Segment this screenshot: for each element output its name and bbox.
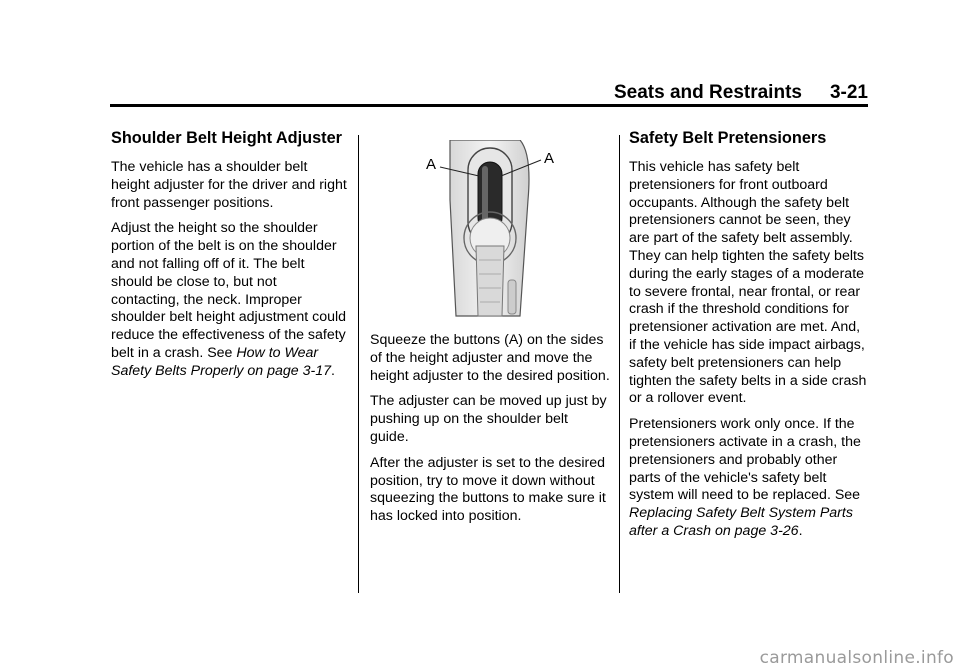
page-number: 3-21: [829, 82, 868, 103]
paragraph: The vehicle has a shoulder belt height adjuster for the driver and right front passenger positions.: [111, 159, 347, 211]
column-3: [629, 128, 871, 549]
paragraph: Pretensioners work only once. If the pretensioners activate in a crash, the pretensioners and probably other parts of the vehicle's safety belt system will need to be replaced. See Replacing Safety Belt System Parts after a Crash on page 3-26.: [629, 416, 861, 539]
paragraph: The adjuster can be moved up just by pushing up on the shoulder belt guide.: [370, 393, 607, 445]
section-title: Seats and Restraints: [614, 82, 802, 103]
column-divider-2: [619, 135, 620, 593]
cross-reference-link[interactable]: Replacing Safety Belt System Parts after a Crash on page 3-26: [629, 505, 853, 539]
paragraph: Squeeze the buttons (A) on the sides of the height adjuster and move the height adjuster to the desired position.: [370, 332, 610, 384]
heading-shoulder-belt-height-adjuster: Shoulder Belt Height Adjuster: [111, 129, 342, 147]
paragraph: This vehicle has safety belt pretensioners for front outboard occupants. Although the safety belt pretensioners cannot be seen, they are part of the safety belt assembly. They can help tighten the safety belts during the early stages of a moderate to severe frontal, near frontal, or rear crash if the threshold conditions for pretensioner activation are met. And, if the vehicle has side impact airbags, safety belt pretensioners can help tighten the safety belts in a side crash or a rollover event.: [629, 159, 867, 407]
header-rule: [110, 104, 868, 107]
heading-safety-belt-pretensioners: Safety Belt Pretensioners: [629, 129, 827, 147]
column-divider-1: [358, 135, 359, 593]
watermark: carmanualsonline.info: [759, 648, 954, 668]
paragraph: After the adjuster is set to the desired position, try to move it down without squeezing the buttons to make sure it has locked into position.: [370, 454, 606, 525]
height-adjuster-illustration: [370, 140, 610, 320]
column-2: [370, 140, 610, 534]
callout-a-left: A: [426, 156, 437, 173]
page-header: [110, 82, 868, 104]
callout-a-right: A: [544, 150, 555, 167]
paragraph: Adjust the height so the shoulder portion of the belt is on the shoulder and not falling off of it. The belt should be close to, but not contacting, the neck. Improper shoulder belt height adjustment could reduce the effectiveness of the safety belt in a crash. See How to Wear Safety Belts Properly on page 3-17.: [111, 220, 347, 379]
column-1: [111, 128, 349, 389]
cross-reference-link[interactable]: How to Wear Safety Belts Properly on page 3-17: [111, 344, 332, 379]
